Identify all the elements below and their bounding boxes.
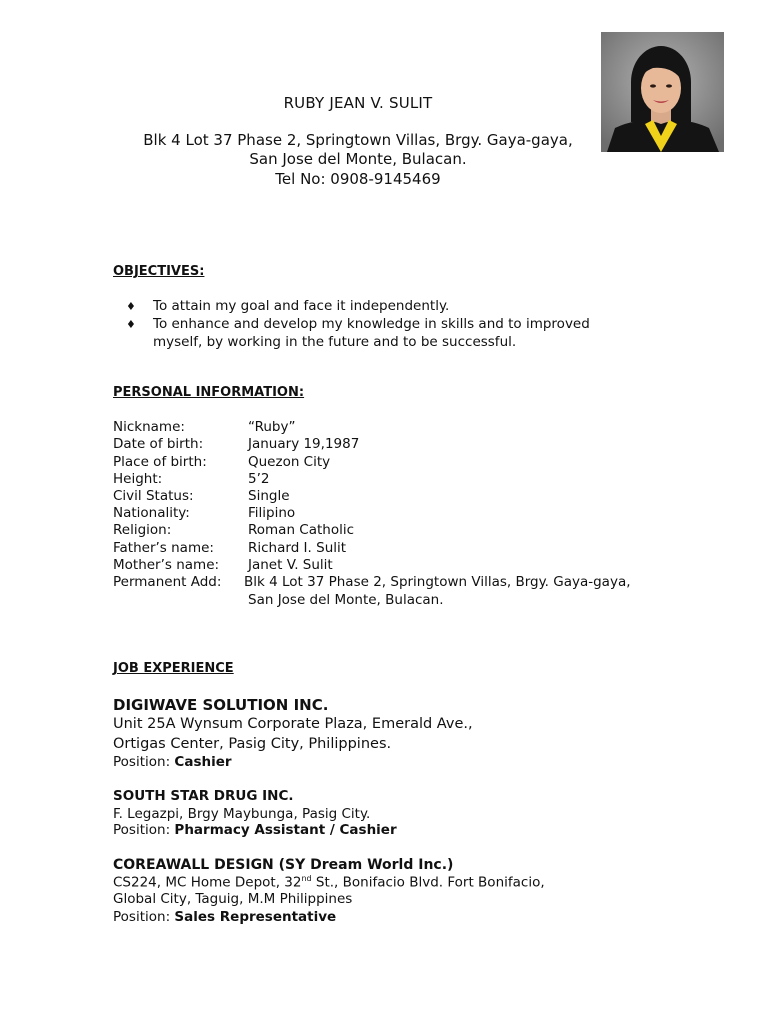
job-1-position <box>113 754 232 770</box>
date-of-birth-label: Date of birth: <box>113 436 204 452</box>
objective-item-1: To attain my goal and face it independently. <box>153 298 450 314</box>
job-3-address-line-1 <box>113 874 545 891</box>
job-3-company: COREAWALL DESIGN (SY Dream World Inc.) <box>113 857 454 873</box>
objectives-heading: OBJECTIVES: <box>113 264 205 279</box>
nickname-value: “Ruby” <box>248 419 296 435</box>
civil-status-label: Civil Status: <box>113 488 194 504</box>
job-1-address-line-1: Unit 25A Wynsum Corporate Plaza, Emerald Ave., <box>113 716 473 732</box>
job-2-position-value: Pharmacy Assistant / Cashier <box>174 822 397 838</box>
header-telephone: Tel No: 0908-9145469 <box>275 170 441 188</box>
fathers-name-value: Richard I. Sulit <box>248 540 347 556</box>
permanent-address-label: Permanent Add: <box>113 574 222 590</box>
job-3-address-line-1-rest: St., Bonifacio Blvd. Fort Bonifacio, <box>311 874 545 891</box>
religion-label: Religion: <box>113 522 172 538</box>
permanent-address-value: Blk 4 Lot 37 Phase 2, Springtown Villas, Brgy. Gaya-gaya, <box>244 574 631 590</box>
nationality-label: Nationality: <box>113 505 190 521</box>
job-1-company: DIGIWAVE SOLUTION INC. <box>113 696 329 714</box>
nickname-label: Nickname: <box>113 419 185 435</box>
bullet-icon: ♦ <box>126 300 136 313</box>
nationality-value: Filipino <box>248 505 296 521</box>
job-experience-heading: JOB EXPERIENCE <box>113 661 234 676</box>
job-3-position <box>113 909 336 925</box>
height-label: Height: <box>113 471 163 487</box>
job-3-address-line-2: Global City, Taguig, M.M Philippines <box>113 891 353 907</box>
place-of-birth-value: Quezon City <box>248 454 331 470</box>
header-address-line-2: San Jose del Monte, Bulacan. <box>249 150 467 168</box>
civil-status-value: Single <box>248 488 290 504</box>
position-label: Position: <box>113 909 171 925</box>
job-2-position <box>113 822 397 838</box>
objective-item-2-continuation: myself, by working in the future and to be successful. <box>153 334 517 350</box>
header-divider <box>66 212 698 219</box>
mothers-name-value: Janet V. Sulit <box>248 557 333 573</box>
position-label: Position: <box>113 754 171 770</box>
objective-item-2: To enhance and develop my knowledge in skills and to improved <box>153 316 590 332</box>
job-2-address-line-1: F. Legazpi, Brgy Maybunga, Pasig City. <box>113 806 371 822</box>
job-1-position-value: Cashier <box>174 754 232 770</box>
mothers-name-label: Mother’s name: <box>113 557 220 573</box>
height-value: 5’2 <box>248 471 270 487</box>
place-of-birth-label: Place of birth: <box>113 454 207 470</box>
job-3-position-value: Sales Representative <box>174 909 337 925</box>
permanent-address-continuation: San Jose del Monte, Bulacan. <box>248 592 444 608</box>
resume-name: RUBY JEAN V. SULIT <box>283 94 433 112</box>
job-2-company: SOUTH STAR DRUG INC. <box>113 788 294 804</box>
fathers-name-label: Father’s name: <box>113 540 214 556</box>
job-3-address-line-1-text: CS224, MC Home Depot, 32 <box>113 874 302 891</box>
header-address-line-1: Blk 4 Lot 37 Phase 2, Springtown Villas, Brgy. Gaya-gaya, <box>143 131 573 149</box>
position-label: Position: <box>113 822 171 838</box>
job-1-address-line-2: Ortigas Center, Pasig City, Philippines. <box>113 736 392 752</box>
date-of-birth-value: January 19,1987 <box>248 436 360 452</box>
religion-value: Roman Catholic <box>248 522 355 538</box>
bullet-icon: ♦ <box>126 318 136 331</box>
ordinal-suffix: nd <box>301 874 312 883</box>
personal-information-heading: PERSONAL INFORMATION: <box>113 385 305 400</box>
profile-photo <box>601 32 724 152</box>
